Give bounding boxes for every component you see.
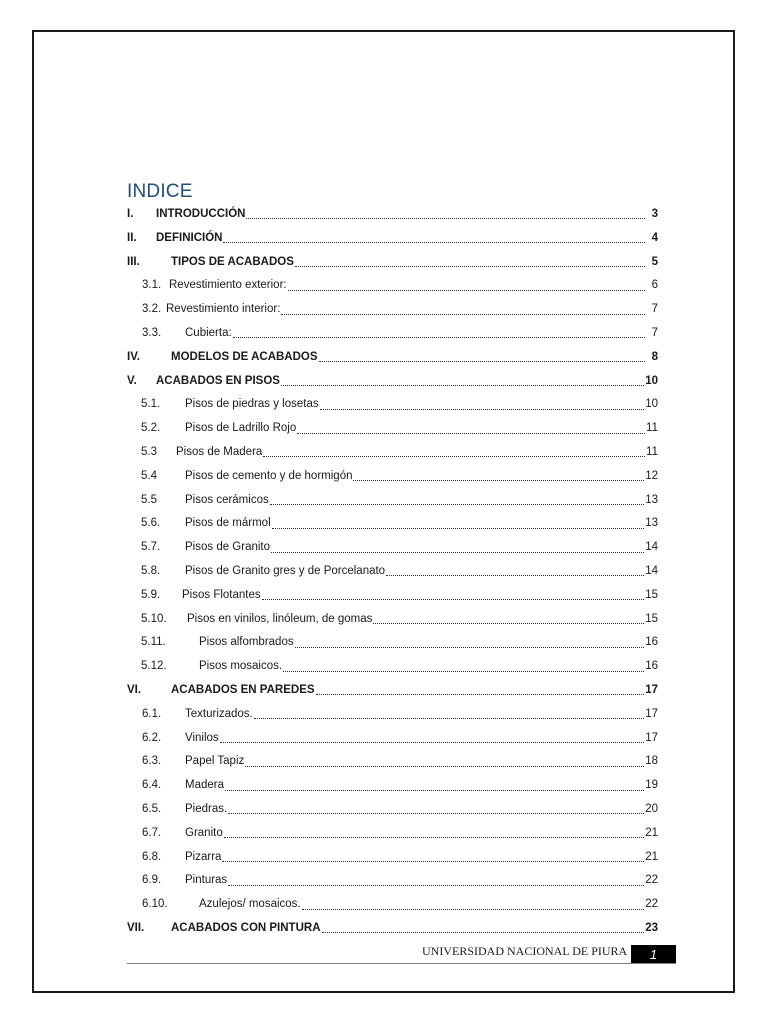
toc-entry[interactable] [127, 750, 658, 774]
toc-entry-page: 17 [645, 707, 658, 720]
toc-entry[interactable] [127, 203, 658, 227]
toc-entry[interactable] [127, 441, 658, 465]
toc-entry-page: 17 [645, 683, 658, 696]
toc-entry-number: IV. [127, 350, 141, 363]
toc-entry-page: 16 [645, 660, 658, 673]
toc-entry-number: 5.3 [141, 445, 157, 458]
toc-entry-page: 7 [651, 326, 658, 339]
toc-entry[interactable] [127, 917, 658, 941]
toc-entry-label: Pisos mosaicos. [199, 660, 283, 673]
toc-dot-leader [263, 456, 645, 457]
toc-entry-number: 6.9. [142, 874, 162, 887]
toc-dot-leader [320, 409, 645, 410]
toc-entry-number: 5.11. [141, 636, 166, 649]
toc-entry[interactable] [127, 465, 658, 489]
toc-entry-number: VII. [127, 921, 145, 934]
toc-entry[interactable] [127, 560, 658, 584]
toc-entry-page: 21 [645, 826, 658, 839]
toc-entry-page: 16 [645, 636, 658, 649]
toc-entry[interactable] [127, 727, 658, 751]
toc-entry[interactable] [127, 536, 658, 560]
toc-entry-page: 13 [645, 517, 658, 530]
toc-entry-page: 12 [645, 469, 658, 482]
toc-entry[interactable] [127, 489, 658, 513]
toc-dot-leader [245, 766, 644, 767]
toc-dot-leader [246, 218, 645, 219]
toc-entry-number: 6.1. [142, 707, 162, 720]
toc-entry-page: 22 [645, 874, 658, 887]
toc-entry-page: 19 [645, 779, 658, 792]
toc-dot-leader [272, 528, 645, 529]
toc-entry-page: 20 [645, 802, 658, 815]
toc-entry-number: 6.3. [142, 755, 162, 768]
toc-entry-number: V. [127, 374, 137, 387]
toc-entry-number: 5.10. [141, 612, 167, 625]
toc-entry[interactable] [127, 869, 658, 893]
toc-dot-leader [271, 552, 644, 553]
toc-dot-leader [281, 385, 644, 386]
toc-entry[interactable] [127, 584, 658, 608]
toc-dot-leader [270, 504, 644, 505]
toc-entry-label: Granito [185, 826, 223, 839]
toc-entry[interactable] [127, 251, 658, 275]
toc-entry-label: Pisos de Ladrillo Rojo [185, 422, 297, 435]
toc-entry-number: 6.7. [142, 826, 162, 839]
toc-entry-page: 21 [645, 850, 658, 863]
toc-entry-number: VI. [127, 683, 142, 696]
toc-entry-number: 5.7. [141, 541, 161, 554]
toc-entry-label: DEFINICIÓN [156, 231, 223, 244]
toc-dot-leader [302, 909, 645, 910]
toc-entry-number: 3.1. [142, 279, 162, 292]
toc-entry-number: 5.2. [141, 422, 161, 435]
toc-entry-label: Pisos cerámicos [185, 493, 269, 506]
toc-entry[interactable] [127, 227, 658, 251]
toc-entry-label: Pisos de Madera [176, 445, 263, 458]
toc-entry-label: Pisos de Granito [185, 541, 271, 554]
toc-dot-leader [322, 932, 645, 933]
toc-entry[interactable] [127, 512, 658, 536]
footer-divider [127, 963, 676, 964]
toc-entry[interactable] [127, 679, 658, 703]
toc-dot-leader [228, 885, 644, 886]
toc-entry-number: 6.5. [142, 802, 162, 815]
toc-entry-page: 4 [651, 231, 658, 244]
toc-entry-label: Pisos de Granito gres y de Porcelanato [185, 564, 386, 577]
toc-dot-leader [220, 742, 645, 743]
toc-entry-number: 6.4. [142, 779, 162, 792]
toc-entry[interactable] [127, 631, 658, 655]
toc-dot-leader [386, 575, 644, 576]
toc-entry-label: Pisos de mármol [185, 517, 271, 530]
toc-entry-label: Piedras. [185, 802, 228, 815]
toc-entry[interactable] [127, 608, 658, 632]
toc-dot-leader [281, 314, 645, 315]
toc-entry-label: ACABADOS EN PAREDES [171, 683, 315, 696]
toc-entry[interactable] [127, 346, 658, 370]
toc-dot-leader [262, 599, 645, 600]
toc-entry[interactable] [127, 893, 658, 917]
toc-entry-label: TIPOS DE ACABADOS [171, 255, 294, 268]
toc-entry-page: 15 [645, 588, 658, 601]
toc-entry-label: Texturizados. [185, 707, 253, 720]
toc-dot-leader [222, 861, 644, 862]
toc-dot-leader [224, 837, 644, 838]
toc-entry-label: Pisos en vinilos, linóleum, de gomas [187, 612, 373, 625]
toc-entry-number: 6.2. [142, 731, 162, 744]
toc-dot-leader [288, 290, 645, 291]
toc-entry-page: 17 [645, 731, 658, 744]
toc-entry[interactable] [127, 393, 658, 417]
toc-entry-number: 5.4 [141, 469, 157, 482]
toc-entry-number: 5.5 [141, 493, 157, 506]
toc-entry-page: 23 [645, 921, 658, 934]
toc-entry[interactable] [127, 298, 658, 322]
toc-dot-leader [353, 480, 644, 481]
toc-dot-leader [283, 671, 644, 672]
toc-entry-label: INTRODUCCIÓN [156, 208, 246, 220]
toc-entry-number: 5.6. [141, 517, 161, 530]
toc-entry-label: Azulejos/ mosaicos. [199, 898, 301, 911]
toc-entry-page: 10 [645, 398, 658, 411]
toc-title: INDICE [127, 181, 193, 202]
toc-entry-label: Pinturas [185, 874, 228, 887]
toc-dot-leader [233, 337, 645, 338]
toc-entry-number: I. [127, 208, 134, 220]
toc-entry-label: Madera [185, 779, 224, 792]
toc-dot-leader [319, 361, 645, 362]
toc-entry-number: III. [127, 255, 140, 268]
footer-institution: UNIVERSIDAD NACIONAL DE PIURA [422, 944, 628, 958]
toc-entry-page: 22 [645, 898, 658, 911]
toc-dot-leader [316, 694, 645, 695]
toc-entry-page: 13 [645, 493, 658, 506]
toc-entry-label: Pisos de piedras y losetas [185, 398, 319, 411]
toc-entry[interactable] [127, 703, 658, 727]
toc-entry-page: 8 [651, 350, 658, 363]
toc-entry-page: 7 [651, 303, 658, 316]
toc-entry-label: Pizarra [185, 850, 222, 863]
toc-entry-label: Vinilos [185, 731, 219, 744]
toc-entry-page: 11 [646, 422, 658, 435]
toc-entry[interactable] [127, 822, 658, 846]
toc-entry-page: 3 [651, 208, 658, 220]
toc-entry-page: 15 [645, 612, 658, 625]
toc-entry-label: Revestimiento exterior: [169, 279, 287, 292]
toc-entry-label: Cubierta: [185, 326, 232, 339]
toc-entry-number: 3.3. [142, 326, 162, 339]
toc-dot-leader [373, 623, 644, 624]
toc-entry-label: Papel Tapiz [185, 755, 245, 768]
footer-page-number: 1 [631, 945, 676, 964]
toc-entry-page: 11 [646, 445, 658, 458]
toc-entry-page: 18 [645, 755, 658, 768]
toc-entry-label: ACABADOS EN PISOS [156, 374, 280, 387]
toc-entry-number: 6.8. [142, 850, 162, 863]
toc-entry-page: 10 [645, 374, 658, 387]
toc-entry[interactable] [127, 846, 658, 870]
toc-dot-leader [295, 647, 645, 648]
toc-dot-leader [228, 813, 644, 814]
toc-entry[interactable] [127, 322, 658, 346]
toc-entry[interactable] [127, 417, 658, 441]
toc-entry-number: 6.10. [142, 898, 168, 911]
toc-entry-page: 5 [651, 255, 658, 268]
toc-entry-label: ACABADOS CON PINTURA [171, 921, 321, 934]
toc-dot-leader [295, 266, 645, 267]
toc-entry-number: 5.1. [141, 398, 161, 411]
toc-entry[interactable] [127, 798, 658, 822]
toc-entry[interactable] [127, 774, 658, 798]
toc-dot-leader [223, 242, 645, 243]
toc-entry-label: Pisos alfombrados [199, 636, 294, 649]
toc-entry-label: MODELOS DE ACABADOS [171, 350, 318, 363]
toc-entry-number: 5.9. [141, 588, 161, 601]
toc-entry[interactable] [127, 274, 658, 298]
toc-entry-number: 5.12. [141, 660, 167, 673]
toc-dot-leader [225, 790, 644, 791]
toc-entry-number: 3.2. [142, 303, 162, 316]
toc-entry-number: II. [127, 231, 137, 244]
toc-dot-leader [254, 718, 644, 719]
toc-entry-page: 14 [645, 564, 658, 577]
toc-entry-label: Pisos Flotantes [182, 588, 261, 601]
toc-entry[interactable] [127, 655, 658, 679]
toc-entry-label: Revestimiento interior: [166, 303, 281, 316]
toc-entry-number: 5.8. [141, 564, 161, 577]
toc-entry-page: 14 [645, 541, 658, 554]
toc-entry[interactable] [127, 370, 658, 394]
toc-list [127, 203, 658, 941]
toc-entry-label: Pisos de cemento y de hormigón [185, 469, 353, 482]
toc-entry-page: 6 [651, 279, 658, 292]
toc-dot-leader [297, 433, 645, 434]
